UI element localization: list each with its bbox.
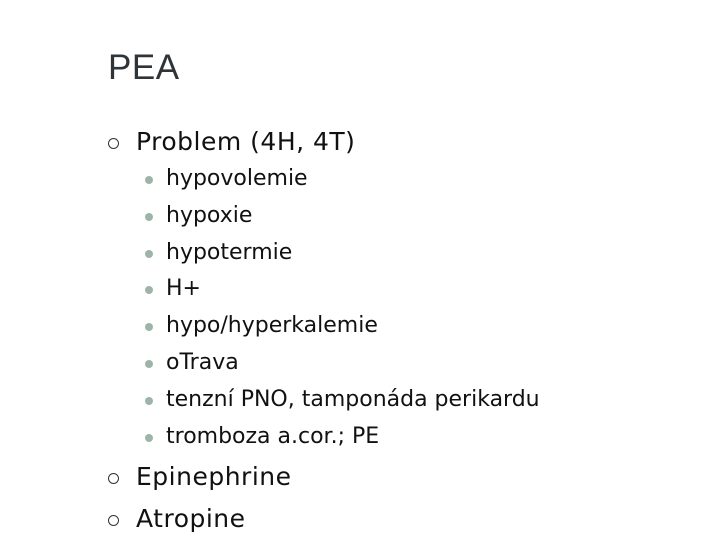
list-item-text: H+ — [166, 276, 201, 302]
list-item-text: hypoxie — [166, 202, 253, 228]
list-item-text: tromboza a.cor.; PE — [166, 423, 380, 449]
bullet-label: Epinephrine — [136, 462, 292, 491]
bullet-label: Problem (4H, 4T) — [136, 127, 356, 156]
dot-bullet-icon — [145, 250, 153, 258]
list-item-text: tenzní PNO, tamponáda perikardu — [166, 386, 540, 412]
dot-bullet-icon — [145, 176, 153, 184]
hollow-circle-bullet-icon — [108, 473, 119, 484]
slide-title: PEA — [108, 48, 180, 87]
dot-bullet-icon — [145, 360, 153, 368]
hollow-circle-bullet-icon — [108, 138, 119, 149]
list-item-text: hypo/hyperkalemie — [166, 313, 378, 339]
dot-bullet-icon — [145, 434, 153, 442]
dot-bullet-icon — [145, 213, 153, 221]
dot-bullet-icon — [145, 397, 153, 405]
list-item-text: hypotermie — [166, 239, 293, 265]
list-item-text: oTrava — [166, 349, 239, 375]
dot-bullet-icon — [145, 323, 153, 331]
dot-bullet-icon — [145, 286, 153, 294]
list-item-text: hypovolemie — [166, 166, 308, 191]
bullet-label: Atropine — [136, 504, 246, 533]
hollow-circle-bullet-icon — [108, 515, 119, 526]
